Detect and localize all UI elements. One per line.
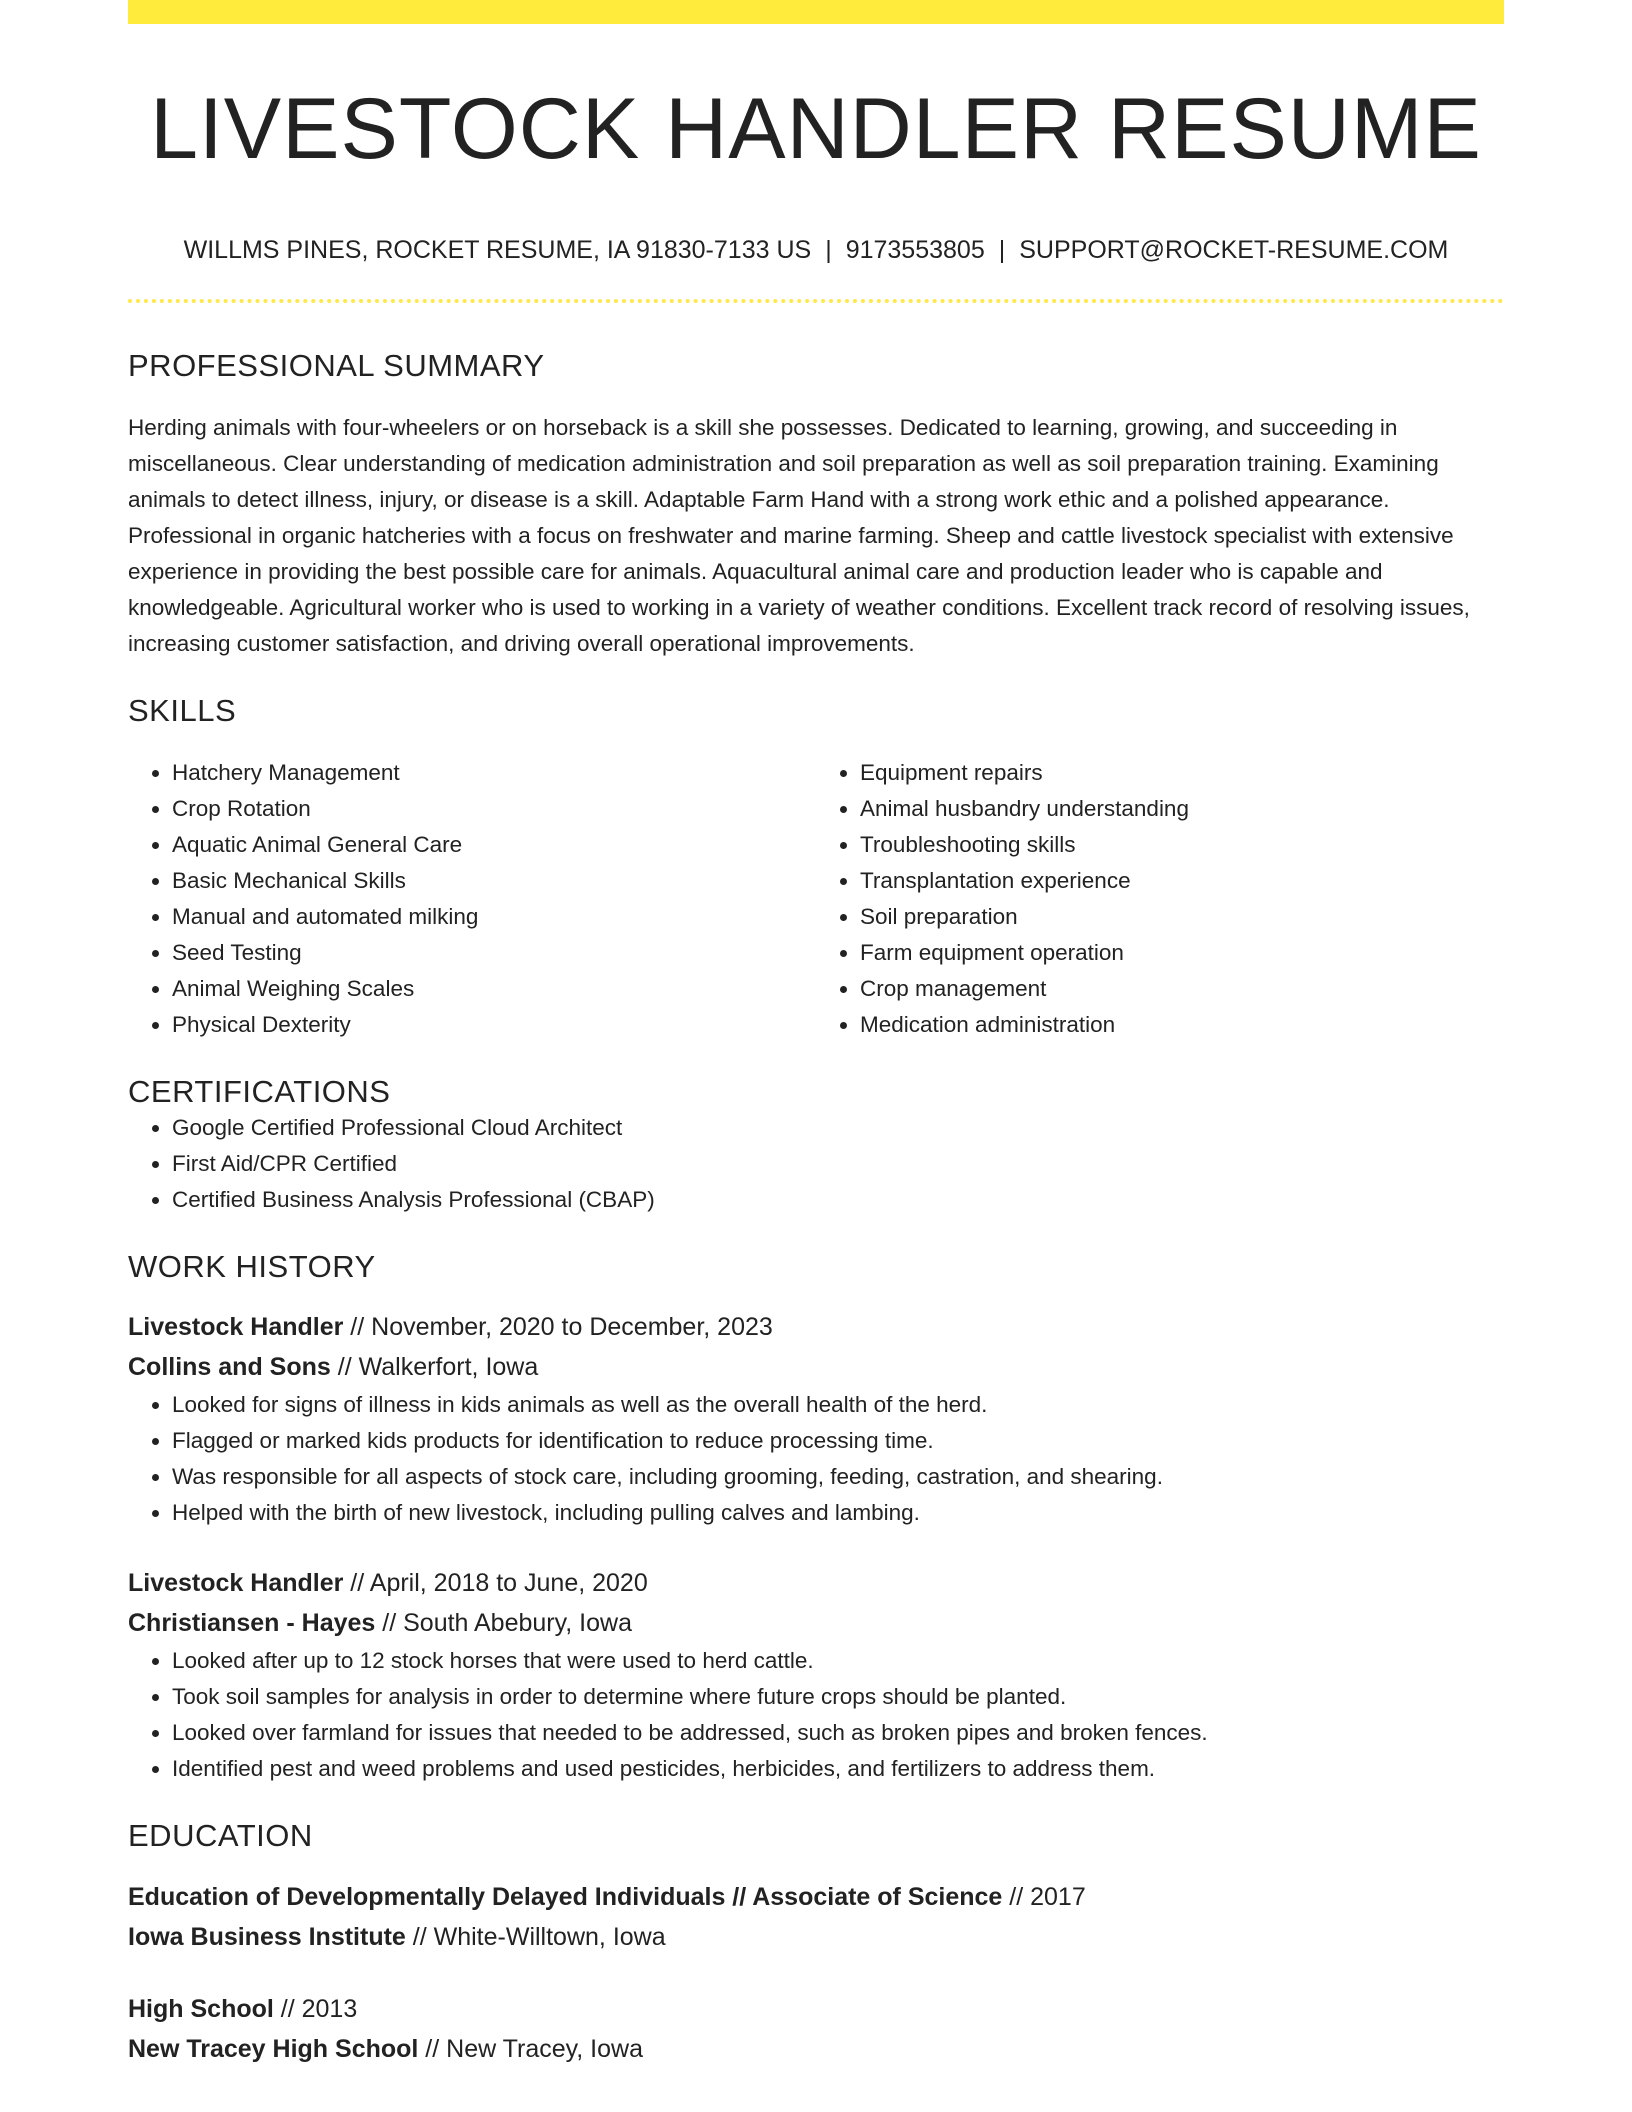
work-history-heading: WORK HISTORY <box>128 1249 376 1285</box>
skills-column-right <box>816 755 1504 1043</box>
job-title-line <box>128 1307 1504 1347</box>
education-school-line <box>128 1917 1504 1957</box>
certifications-list <box>128 1110 1504 1218</box>
list-item: • Flagged or marked kids products for identification to reduce processing time. <box>172 1423 1504 1459</box>
job-company: Collins and Sons <box>128 1353 331 1382</box>
job-company: Christiansen - Hayes <box>128 1609 376 1638</box>
education-year: // 2017 <box>1002 1882 1086 1911</box>
education-location: // White-Willtown, Iowa <box>405 1922 666 1951</box>
summary-text: Herding animals with four-wheelers or on horseback is a skill she possesses. Dedicated to learning, growing, and succeeding in miscellaneous. Clear understanding of medication administration and soil preparation as well as soil preparation training. Examining animals to detect illness, injury, or disease is a skill. Adaptable Farm Hand with a strong work ethic and a polished appearance. Professional in organic hatcheries with a focus on freshwater and marine farming. Sheep and cattle livestock specialist with extensive experience in providing the best possible care for animals. Aquacultural animal care and production leader who is capable and knowledgeable. Agricultural worker who is used to working in a variety of weather conditions. Excellent track record of resolving issues, increasing customer satisfaction, and driving overall operational improvements. <box>128 414 1470 656</box>
list-item: • Aquatic Animal General Care <box>172 827 816 863</box>
education-school-line <box>128 2029 1504 2069</box>
education-year: // 2013 <box>273 1994 358 2023</box>
skills-column-left <box>128 755 816 1043</box>
education-school: New Tracey High School <box>128 2034 419 2063</box>
list-item: • Seed Testing <box>172 935 816 971</box>
list-item: • Farm equipment operation <box>860 935 1504 971</box>
list-item: • Looked after up to 12 stock horses that were used to herd cattle. <box>172 1643 1504 1679</box>
list-item: • Soil preparation <box>860 899 1504 935</box>
list-item: • Manual and automated milking <box>172 899 816 935</box>
skills-list <box>128 755 1504 1043</box>
list-item: • Helped with the birth of new livestock, including pulling calves and lambing. <box>172 1495 1504 1531</box>
contact-phone: 9173553805 <box>845 235 985 264</box>
job-dates: // November, 2020 to December, 2023 <box>343 1313 773 1342</box>
job-location: // Walkerfort, Iowa <box>330 1353 539 1382</box>
list-item: • Crop management <box>860 971 1504 1007</box>
list-item: • Hatchery Management <box>172 755 816 791</box>
contact-separator: | <box>998 235 1006 264</box>
education-degree-line <box>128 1989 1504 2029</box>
list-item: • Looked over farmland for issues that needed to be addressed, such as broken pipes and broken fences. <box>172 1715 1504 1751</box>
list-item: • Basic Mechanical Skills <box>172 863 816 899</box>
education-school: Iowa Business Institute <box>128 1922 406 1951</box>
list-item: • First Aid/CPR Certified <box>172 1146 1504 1182</box>
list-item: • Certified Business Analysis Professional (CBAP) <box>172 1182 1504 1218</box>
accent-top-bar <box>128 0 1504 24</box>
resume-page <box>128 0 1504 2069</box>
resume-title: LIVESTOCK HANDLER RESUME <box>150 81 1482 177</box>
list-item: • Took soil samples for analysis in order to determine where future crops should be planted. <box>172 1679 1504 1715</box>
skills-heading: SKILLS <box>128 692 237 728</box>
education-location: // New Tracey, Iowa <box>418 2034 643 2063</box>
contact-separator: | <box>825 235 832 264</box>
list-item: • Physical Dexterity <box>172 1007 816 1043</box>
list-item: • Transplantation experience <box>860 863 1504 899</box>
list-item: • Equipment repairs <box>860 755 1504 791</box>
job-location: // South Abebury, Iowa <box>375 1609 632 1638</box>
contact-line <box>128 235 1504 265</box>
list-item: • Crop Rotation <box>172 791 816 827</box>
job-title: Livestock Handler <box>128 1313 344 1342</box>
list-item: • Google Certified Professional Cloud Architect <box>172 1110 1504 1146</box>
job-title-line <box>128 1563 1504 1603</box>
list-item: • Medication administration <box>860 1007 1504 1043</box>
list-item: • Looked for signs of illness in kids animals as well as the overall health of the herd. <box>172 1387 1504 1423</box>
job-company-line <box>128 1603 1504 1643</box>
contact-address: WILLMS PINES, ROCKET RESUME, IA 91830-7133 US <box>183 235 812 264</box>
education-heading: EDUCATION <box>128 1818 313 1854</box>
list-item: • Was responsible for all aspects of stock care, including grooming, feeding, castration, and shearing. <box>172 1459 1504 1495</box>
education-degree-line <box>128 1877 1504 1917</box>
education-degree: High School <box>128 1994 274 2023</box>
summary-heading: PROFESSIONAL SUMMARY <box>128 347 545 383</box>
contact-email: SUPPORT@ROCKET-RESUME.COM <box>1019 235 1449 264</box>
job-company-line <box>128 1347 1504 1387</box>
job-duties-list <box>128 1387 1504 1531</box>
list-item: • Animal husbandry understanding <box>860 791 1504 827</box>
list-item: • Troubleshooting skills <box>860 827 1504 863</box>
certifications-heading: CERTIFICATIONS <box>128 1073 391 1109</box>
job-duties-list <box>128 1643 1504 1787</box>
job-dates: // April, 2018 to June, 2020 <box>343 1569 648 1598</box>
education-degree: Education of Developmentally Delayed Individuals // Associate of Science <box>128 1882 1003 1911</box>
list-item: • Identified pest and weed problems and used pesticides, herbicides, and fertilizers to address them. <box>172 1751 1504 1787</box>
dotted-divider <box>128 299 1504 303</box>
job-title: Livestock Handler <box>128 1569 344 1598</box>
list-item: • Animal Weighing Scales <box>172 971 816 1007</box>
